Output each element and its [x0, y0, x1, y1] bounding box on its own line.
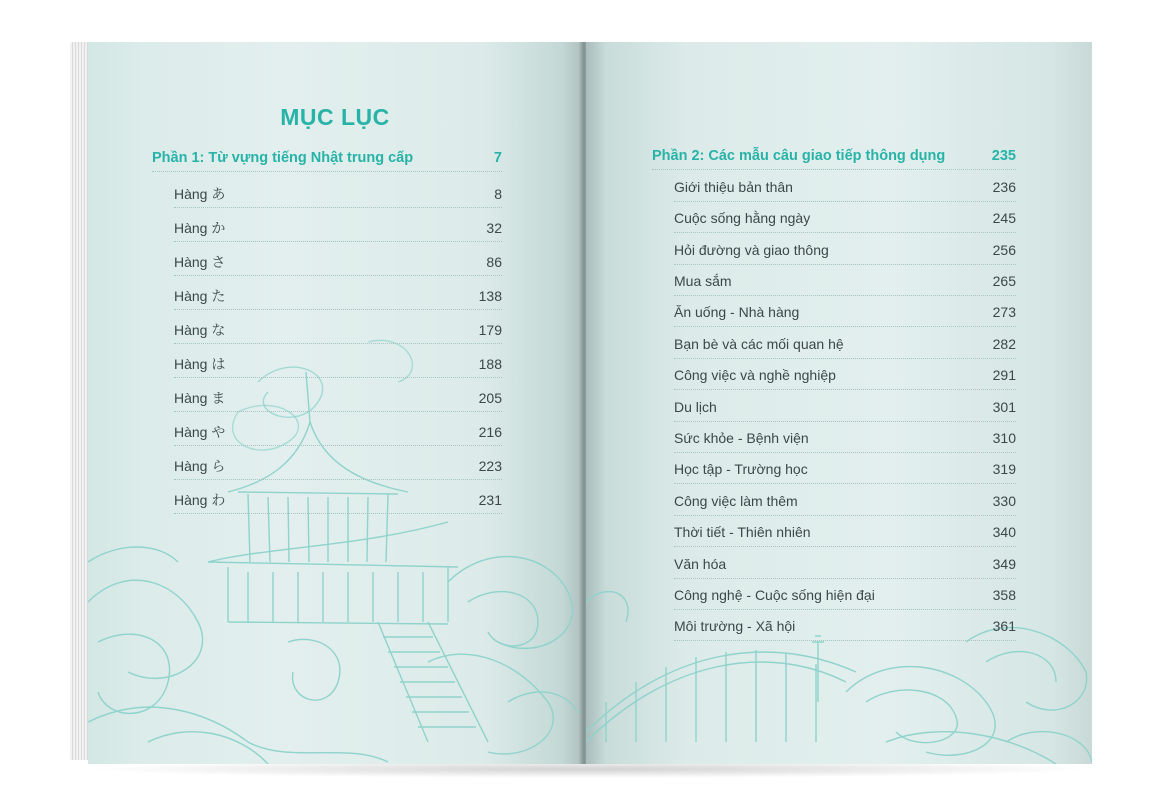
item-page: 86 — [486, 254, 502, 270]
item-label: Du lịch — [674, 399, 717, 415]
toc-item[interactable] — [674, 179, 1016, 202]
right-page — [586, 42, 1092, 764]
section-page: 235 — [991, 148, 1016, 164]
toc-item[interactable] — [674, 618, 1016, 641]
toc-item[interactable] — [174, 456, 502, 480]
toc-section-2[interactable] — [652, 148, 1016, 170]
item-page: 256 — [992, 242, 1016, 258]
toc-item[interactable] — [174, 422, 502, 446]
item-label: Mua sắm — [674, 273, 732, 289]
section-label: Phần 1: Từ vựng tiếng Nhật trung cấp — [152, 150, 414, 166]
item-page: 265 — [992, 273, 1016, 289]
toc-item[interactable] — [674, 587, 1016, 610]
item-page: 223 — [478, 458, 502, 474]
toc-title: MỤC LỤC — [280, 104, 390, 130]
item-label: Bạn bè và các mối quan hệ — [674, 336, 844, 352]
item-label: Hàng た — [174, 288, 226, 304]
toc-item[interactable] — [174, 388, 502, 412]
toc-item[interactable] — [674, 367, 1016, 390]
toc-item[interactable] — [174, 252, 502, 276]
item-page: 245 — [992, 210, 1016, 226]
toc-item[interactable] — [674, 430, 1016, 453]
item-page: 340 — [992, 524, 1016, 540]
item-page: 330 — [992, 493, 1016, 509]
item-label: Thời tiết - Thiên nhiên — [674, 524, 811, 540]
item-label: Công nghệ - Cuộc sống hiện đại — [674, 587, 875, 603]
item-label: Ăn uống - Nhà hàng — [674, 304, 800, 320]
item-page: 282 — [992, 336, 1016, 352]
item-page: 291 — [992, 367, 1016, 383]
toc-item[interactable] — [174, 320, 502, 344]
toc-item[interactable] — [174, 184, 502, 208]
toc-item[interactable] — [174, 490, 502, 514]
item-page: 32 — [486, 220, 502, 236]
toc-item[interactable] — [174, 286, 502, 310]
item-page: 179 — [478, 322, 502, 338]
toc-item[interactable] — [674, 210, 1016, 233]
item-label: Hàng は — [174, 356, 226, 372]
item-label: Hàng か — [174, 220, 226, 236]
item-page: 188 — [478, 356, 502, 372]
left-page — [88, 42, 582, 764]
item-label: Hỏi đường và giao thông — [674, 242, 829, 258]
item-label: Hàng ら — [174, 458, 226, 474]
item-page: 310 — [992, 430, 1016, 446]
item-page: 216 — [478, 424, 502, 440]
item-label: Học tập - Trường học — [674, 461, 808, 477]
item-label: Cuộc sống hằng ngày — [674, 210, 811, 226]
page-edges — [70, 42, 90, 760]
item-label: Sức khỏe - Bệnh viện — [674, 430, 809, 446]
item-page: 319 — [992, 461, 1016, 477]
item-label: Văn hóa — [674, 556, 727, 572]
item-page: 205 — [478, 390, 502, 406]
item-page: 231 — [478, 492, 502, 508]
toc-item[interactable] — [674, 273, 1016, 296]
toc-item[interactable] — [674, 461, 1016, 484]
item-label: Giới thiệu bản thân — [674, 179, 793, 195]
item-page: 361 — [992, 618, 1016, 634]
section-page: 7 — [493, 150, 502, 166]
toc-item[interactable] — [674, 556, 1016, 579]
item-page: 349 — [992, 556, 1016, 572]
item-page: 358 — [992, 587, 1016, 603]
item-label: Môi trường - Xã hội — [674, 618, 796, 634]
item-label: Hàng わ — [174, 492, 226, 508]
toc-item[interactable] — [674, 399, 1016, 422]
item-label: Hàng さ — [174, 254, 226, 270]
toc-item[interactable] — [174, 354, 502, 378]
item-page: 273 — [992, 304, 1016, 320]
item-page: 138 — [478, 288, 502, 304]
item-label: Hàng ま — [174, 390, 226, 406]
item-page: 8 — [494, 186, 502, 202]
toc-item[interactable] — [674, 304, 1016, 327]
toc-section-1[interactable] — [152, 150, 502, 172]
section-label: Phần 2: Các mẫu câu giao tiếp thông dụng — [652, 148, 946, 164]
toc-item[interactable] — [674, 336, 1016, 359]
toc-item[interactable] — [174, 218, 502, 242]
item-label: Hàng な — [174, 322, 226, 338]
toc-item[interactable] — [674, 242, 1016, 265]
item-label: Hàng や — [174, 424, 226, 440]
item-page: 301 — [992, 399, 1016, 415]
item-label: Công việc làm thêm — [674, 493, 798, 509]
toc-item[interactable] — [674, 524, 1016, 547]
item-label: Công việc và nghề nghiệp — [674, 367, 836, 383]
toc-item[interactable] — [674, 493, 1016, 516]
item-page: 236 — [992, 179, 1016, 195]
item-label: Hàng あ — [174, 186, 226, 202]
